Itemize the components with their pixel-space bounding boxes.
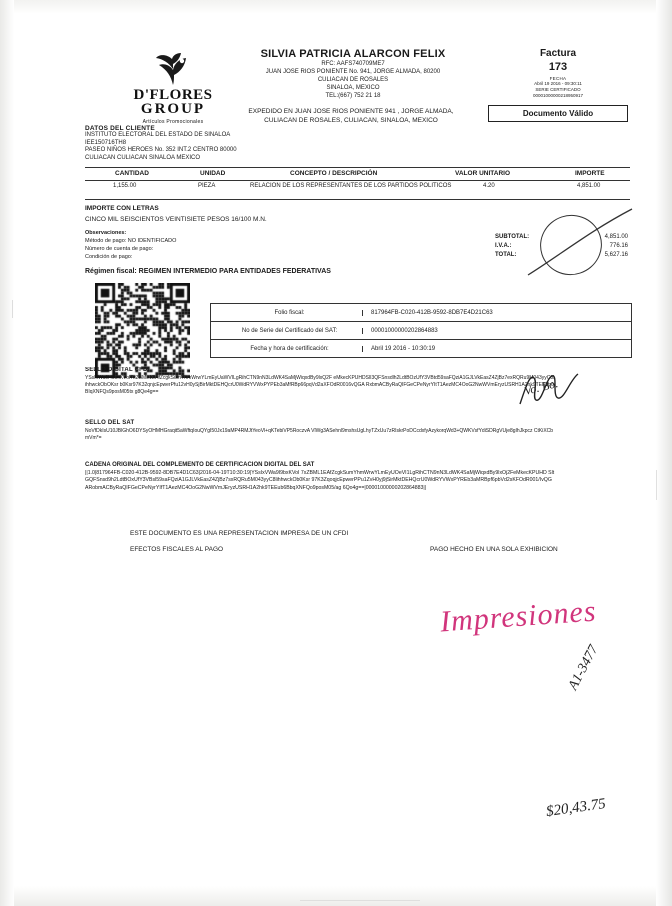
client-title: DATOS DEL CLIENTE [85, 125, 155, 132]
cert-key-1: No de Serie del Certificado del SAT: [211, 328, 363, 334]
logo-name-line2: GROUP [140, 101, 206, 117]
total-key-0: SUBTOTAL: [495, 234, 530, 240]
col-importe: IMPORTE [575, 170, 605, 177]
total-key-1: I.V.A.: [495, 243, 512, 249]
factura-number: 173 [548, 61, 568, 73]
certification-table [210, 303, 632, 358]
issuer-address1: JUAN JOSE RIOS PONIENTE No. 941, JORGE ALMADA, 80200 [265, 69, 441, 75]
factura-date-label: FECHA [549, 76, 567, 81]
table-top-rule [85, 167, 630, 168]
sello-cfdi-value: YSsIxWa9H9bxKVoI7xZBML1EAfZcgkSumYhmWrwYLmEyUaWVILgRihCTN9nN3LdWK4SaMjWiqxdBy9lxQ2F eMkecKPUHDSlI3QFSnsdlh2LdtBOzUfY3VBtd59saFQziA1GJLVkEasZ4ZjBz7exRQRu9M043yyC8lihhwckObOKsr b0Ksr97K32qnjcEpwerPfu12vH0ySjBirMktDEHQcrU0WdRYVWxPYPEb3aMfRBp66pqVd2aXFOdR0016vQGA RxbmACByRaQIFGeCPeNyrYItT1AezMC4OoG2NwWVmEryzUSRH1A2hk9TEEub6BIqXNFQs9posM05tx g8Qe4g== [85, 375, 555, 395]
expedido-line1: EXPEDIDO EN JUAN JOSE RIOS PONIENTE 941 , JORGE ALMADA, [248, 108, 454, 115]
cadena-original-block [85, 462, 555, 492]
regimen-fiscal: Régimen fiscal: REGIMEN INTERMEDIO PARA ENTIDADES FEDERATIVAS [85, 268, 331, 275]
client-block [85, 125, 415, 162]
total-key-2: TOTAL: [495, 252, 517, 258]
scan-artifact [300, 900, 420, 901]
amount-in-words-block [85, 205, 267, 223]
cert-key-2: Fecha y hora de certificación: [211, 346, 363, 352]
flower-leaf-icon [118, 52, 228, 86]
observaciones-line-1: Número de cuenta de pago: [85, 246, 154, 252]
factura-label: Factura [539, 48, 577, 59]
scan-artifact [656, 470, 657, 500]
status-badge: Documento Válido [488, 105, 628, 122]
scan-artifact [12, 300, 13, 318]
sello-sat-block [85, 420, 555, 442]
cadena-title: CADENA ORIGINAL DEL COMPLEMENTO DE CERTIFICACION DIGITAL DEL SAT [85, 462, 315, 468]
handwritten-amount: $20,43.75 [545, 795, 607, 821]
cert-value-0: 817964FB-C020-412B-9592-8DB7E4D21C63 [371, 309, 493, 316]
amount-in-words-label: IMPORTE CON LETRAS [85, 205, 159, 212]
handwritten-code: A1-3477 [565, 642, 602, 693]
factura-serie-value: 00001000000218950917 [532, 93, 584, 98]
handwritten-slash-mark [520, 205, 640, 285]
cell-concepto: RELACION DE LOS REPRESENTANTES DE LOS PARTIDOS POLITICOS [250, 183, 452, 189]
sello-cfdi-title: SELLO DIGITAL CFDI [85, 367, 150, 373]
total-value-1: 776.16 [609, 243, 628, 249]
client-line-3: CULIACAN CULIACAN SINALOA MEXICO [85, 154, 201, 161]
factura-block [488, 48, 628, 122]
logo-name-line1: D'FLORES [133, 87, 213, 103]
issuer-block [228, 48, 478, 100]
observaciones-line-0: Método de pago: NO IDENTIFICADO [85, 238, 177, 244]
col-cantidad: CANTIDAD [115, 170, 149, 177]
table-bottom-rule [85, 199, 630, 200]
issuer-address2: CULIACAN DE ROSALES [317, 77, 389, 83]
sello-digital-cfdi-block [85, 367, 555, 396]
logo-tagline: Artículos Promocionales [142, 119, 204, 125]
cert-value-2: Abril 19 2016 - 10:30:19 [371, 345, 436, 352]
handwritten-impresiones: Impresiones [439, 594, 598, 639]
footer-representation: ESTE DOCUMENTO ES UNA REPRESENTACION IMPRESA DE UN CFDI [130, 530, 349, 537]
total-value-2: 5,627.16 [604, 252, 628, 258]
observaciones-title: Observaciones: [85, 230, 127, 236]
cfdi-qr-code [95, 283, 190, 378]
observaciones-line-2: Condición de pago: [85, 254, 133, 260]
observaciones-block [85, 229, 176, 261]
cert-row [211, 340, 631, 357]
cert-value-1: 00001000000202864883 [371, 327, 438, 334]
cell-importe: 4,851.00 [577, 183, 601, 189]
col-valor-unitario: VALOR UNITARIO [455, 170, 511, 177]
footer-pago: PAGO HECHO EN UNA SOLA EXHIBICION [430, 546, 558, 553]
expedido-line2: CULIACAN DE ROSALES, CULIACAN, SINALOA, MEXICO [264, 117, 438, 124]
factura-serie-label: SERIE CERTIFICADO [535, 87, 581, 92]
amount-in-words-value: CINCO MIL SEISCIENTOS VEINTISIETE PESOS 16/100 M.N. [85, 216, 267, 223]
col-unidad: UNIDAD [200, 170, 226, 177]
client-line-0: INSTITUTO ELECTORAL DEL ESTADO DE SINALOA [85, 132, 231, 138]
cert-row [211, 304, 631, 322]
expedido-block [196, 107, 506, 125]
handwritten-vobo: Vo. Bo. [522, 376, 560, 398]
cadena-value: ||1.0|817964FB-C020-412B-9592-8DB7E4D1C63|2016-04-19T10:30:19|YSsIxVWa9I9bxKVoI 7xZBML1EAfZcgkSumYhmWrwYLmEyUOeVI1LgRihCTN9nN3LdWK4SaMjWiqxdBy9lxOj2FeMkecKPUHD SltGQFSnsd9h2LdtBOxUfY3VBsl59saFQziA1GJLVkEasZ4ZjBz7sxRQRu5M043yyC8lihhwckOb0Ksr 97K3ZqoqjcEpwerPPu1ZvH0yj9jSirMktDEHQcrU0WdRYVWxPYREb3aMRBpf6pbVd2sKFOdR001/IvQG ARobmACByRaQIFGeCPeNyrYIfT1AezMC4OoG2NwWVmJEryzUSRH1A2hk9TEEub6BbqXNFQo9posM05/ag 6Qo4g==|00001000000202864883|| [85, 470, 555, 491]
table-header-rule [85, 180, 630, 181]
cell-unidad: PIEZA [198, 183, 216, 189]
cert-key-0: Folio fiscal: [211, 310, 363, 316]
footer-efectos: EFECTOS FISCALES AL PAGO [130, 546, 224, 553]
factura-date-value: Abril 19 2016 - 09:30:11 [534, 81, 582, 86]
issuer-phone: TEL:(667) 752 21 18 [325, 93, 381, 99]
issuer-address3: SINALOA, MEXICO [326, 85, 380, 91]
cell-valor-unitario: 4.20 [483, 183, 495, 189]
cert-row [211, 322, 631, 340]
sello-sat-title: SELLO DEL SAT [85, 420, 135, 426]
issuer-rfc: RFC: AAFS740709ME7 [321, 61, 385, 67]
client-line-1: IEE150716TH8 [85, 139, 127, 146]
client-line-2: PASEO NIÑOS HEROES No. 352 INT.2 CENTRO 80000 [85, 147, 237, 153]
issuer-name: SILVIA PATRICIA ALARCON FELIX [260, 48, 446, 60]
total-value-0: 4,851.00 [604, 234, 628, 240]
col-concepto: CONCEPTO / DESCRIPCIÓN [290, 170, 378, 177]
cell-cantidad: 1,155.00 [113, 183, 137, 189]
sello-sat-value: NoVfDkIsU10JBlGhO6DYSyOHMHGraqit5aWftqIouQYgI50Jx19aMP4RMJtYeoVl+qKTebiVP5RoczvA VlWg3ASehnl9mshsUgLhyTZxUu7zRIskrPoDCcdxfyAzykorqWd3+QWKVsfYdiSDRgVUje8gIhJkpcz CtKiXCbmVm*= [85, 428, 554, 441]
